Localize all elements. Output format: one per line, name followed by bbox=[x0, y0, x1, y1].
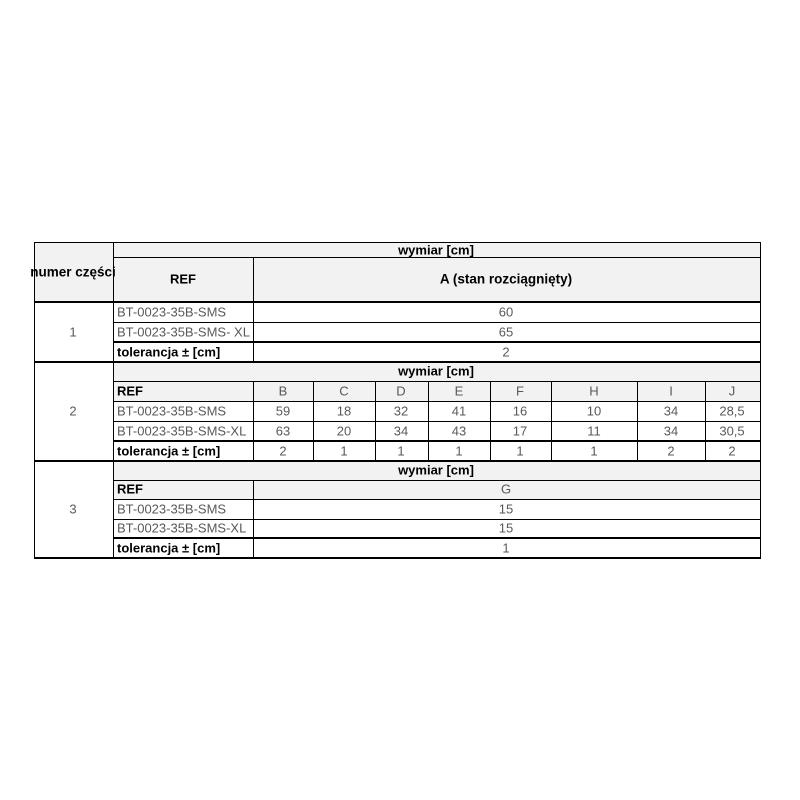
grid-line bbox=[253, 480, 254, 558]
grid-line bbox=[490, 381, 491, 461]
measurement-value-cell: 32 bbox=[393, 403, 409, 419]
grid-line bbox=[705, 381, 706, 461]
tolerance-value-cell: 1 bbox=[340, 443, 348, 459]
grid-line bbox=[113, 421, 761, 422]
ref-column-header: REF bbox=[170, 271, 196, 287]
measurement-value-cell: 41 bbox=[451, 403, 467, 419]
grid-line bbox=[34, 557, 761, 559]
measurement-value-cell: 65 bbox=[498, 324, 514, 340]
tolerance-label-cell: tolerancja ± [cm] bbox=[117, 540, 221, 556]
measurement-value-cell: 60 bbox=[498, 304, 514, 320]
measurement-value-cell: 15 bbox=[498, 501, 514, 517]
measurement-value-cell: 34 bbox=[663, 403, 679, 419]
measurement-column-header: I bbox=[669, 383, 673, 399]
section2-column-header-fill bbox=[113, 381, 760, 401]
measurement-value-cell: 59 bbox=[275, 403, 291, 419]
tolerance-value-cell: 1 bbox=[502, 540, 510, 556]
grid-line bbox=[113, 480, 761, 481]
measurement-value-cell: 63 bbox=[275, 423, 291, 439]
measurement-column-header: C bbox=[339, 383, 349, 399]
grid-line bbox=[34, 301, 761, 303]
part-ref-cell: BT-0023-35B-SMS- XL bbox=[117, 324, 250, 340]
dimension-unit-header: wymiar [cm] bbox=[398, 242, 474, 258]
section1-column-header-fill bbox=[113, 257, 760, 302]
tolerance-value-cell: 1 bbox=[590, 443, 598, 459]
corner-header: numer części bbox=[30, 264, 116, 280]
grid-line bbox=[113, 401, 761, 402]
measurement-value-cell: 34 bbox=[393, 423, 409, 439]
part-ref-cell: BT-0023-35B-SMS bbox=[117, 403, 227, 419]
section-number: 1 bbox=[69, 324, 77, 340]
measurement-value-cell: 43 bbox=[451, 423, 467, 439]
grid-line bbox=[113, 381, 761, 382]
tolerance-value-cell: 1 bbox=[397, 443, 405, 459]
measurement-column-header: A (stan rozciągnięty) bbox=[439, 271, 573, 287]
part-ref-cell: BT-0023-35B-SMS-XL bbox=[117, 520, 247, 536]
tolerance-value-cell: 1 bbox=[455, 443, 463, 459]
section3-column-header-fill bbox=[113, 480, 760, 499]
grid-line bbox=[113, 537, 761, 539]
grid-line bbox=[428, 381, 429, 461]
measurement-value-cell: 18 bbox=[336, 403, 352, 419]
grid-line bbox=[760, 242, 761, 558]
dimension-unit-header: wymiar [cm] bbox=[398, 462, 474, 478]
measurement-value-cell: 30,5 bbox=[719, 423, 745, 439]
grid-line bbox=[113, 499, 761, 500]
measurement-column-header: H bbox=[589, 383, 599, 399]
measurement-value-cell: 17 bbox=[512, 423, 528, 439]
grid-line bbox=[313, 381, 314, 461]
grid-line bbox=[637, 381, 638, 461]
measurement-value-cell: 15 bbox=[498, 520, 514, 536]
grid-line bbox=[551, 381, 552, 461]
tolerance-value-cell: 2 bbox=[502, 344, 510, 360]
measurement-value-cell: 16 bbox=[512, 403, 528, 419]
grid-line bbox=[253, 257, 254, 362]
part-ref-cell: BT-0023-35B-SMS bbox=[117, 304, 227, 320]
tolerance-value-cell: 2 bbox=[667, 443, 675, 459]
section-number: 2 bbox=[69, 403, 77, 419]
part-ref-cell: BT-0023-35B-SMS-XL bbox=[117, 423, 247, 439]
ref-column-header: REF bbox=[117, 383, 143, 399]
measurement-value-cell: 20 bbox=[336, 423, 352, 439]
grid-line bbox=[113, 440, 761, 442]
tolerance-label-cell: tolerancja ± [cm] bbox=[117, 344, 221, 360]
measurement-value-cell: 28,5 bbox=[719, 403, 745, 419]
grid-line bbox=[113, 322, 761, 323]
measurement-column-header: D bbox=[396, 383, 406, 399]
tolerance-value-cell: 2 bbox=[728, 443, 736, 459]
grid-line bbox=[113, 341, 761, 343]
measurement-value-cell: 11 bbox=[587, 423, 601, 439]
grid-line bbox=[34, 242, 35, 558]
measurement-column-header: G bbox=[500, 481, 512, 497]
tolerance-value-cell: 2 bbox=[279, 443, 287, 459]
section-number: 3 bbox=[69, 501, 77, 517]
dimension-unit-header: wymiar [cm] bbox=[398, 363, 474, 379]
measurement-column-header: J bbox=[728, 383, 736, 399]
ref-column-header: REF bbox=[117, 481, 143, 497]
tolerance-label-cell: tolerancja ± [cm] bbox=[117, 443, 221, 459]
measurement-value-cell: 10 bbox=[586, 403, 602, 419]
grid-line bbox=[113, 242, 114, 558]
grid-line bbox=[375, 381, 376, 461]
tolerance-value-cell: 1 bbox=[516, 443, 524, 459]
measurement-value-cell: 34 bbox=[663, 423, 679, 439]
measurement-column-header: B bbox=[278, 383, 288, 399]
measurement-column-header: F bbox=[516, 383, 524, 399]
grid-line bbox=[253, 381, 254, 461]
part-ref-cell: BT-0023-35B-SMS bbox=[117, 501, 227, 517]
measurement-column-header: E bbox=[454, 383, 464, 399]
